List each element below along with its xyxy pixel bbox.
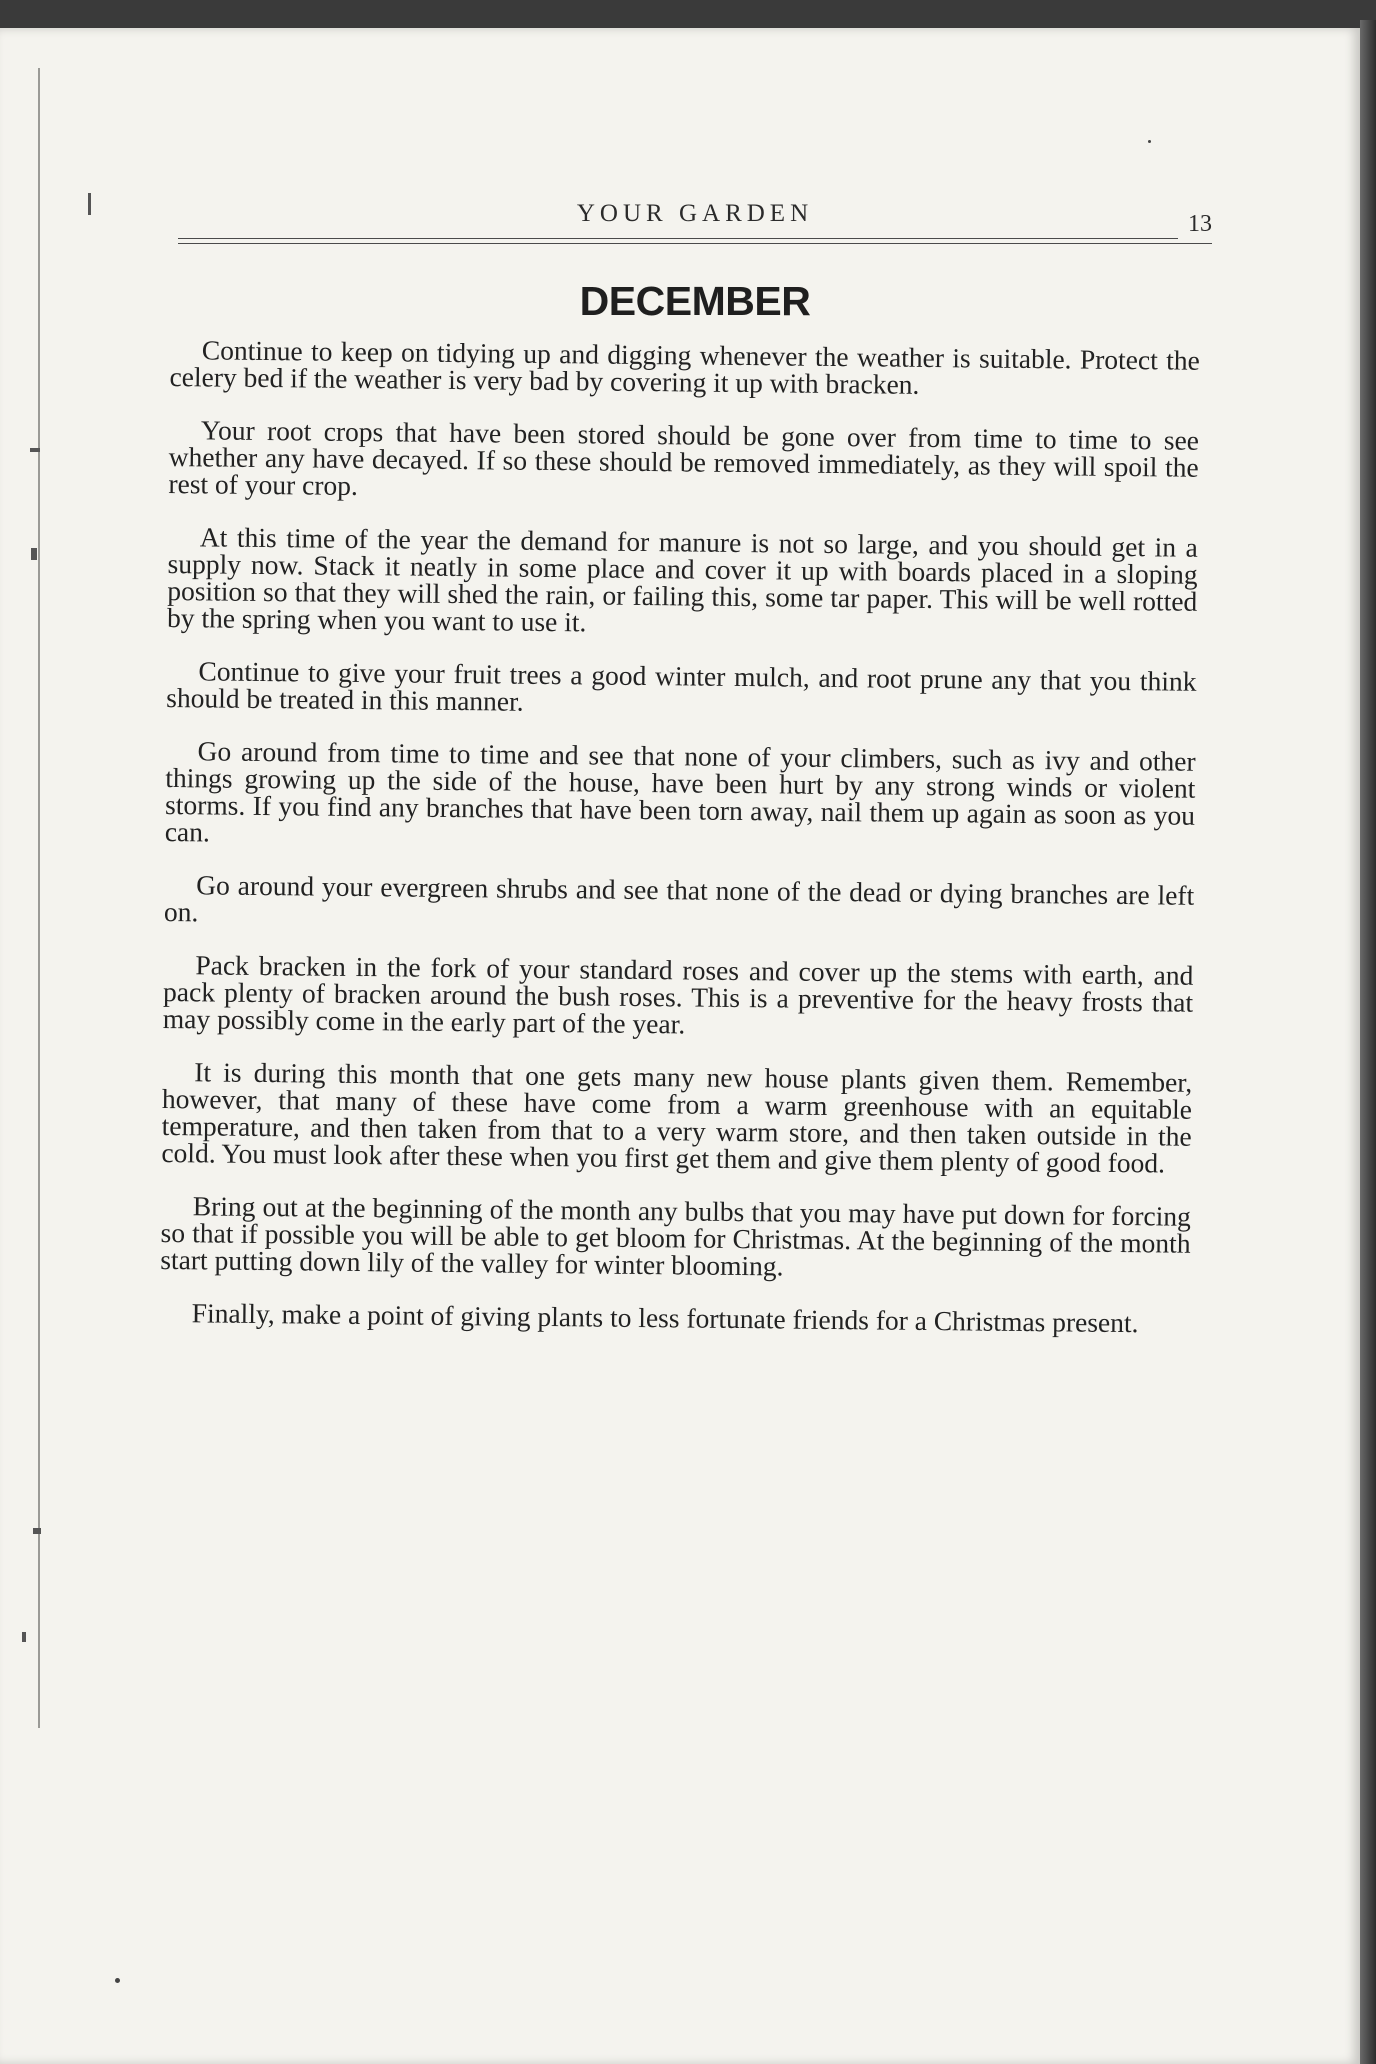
paragraph: Go around from time to time and see that none of your climbers, such as ivy and other things growing up the side of the house, have been hurt by any strong winds or violent storms. If you find any branches that have been torn away, nail them up again as soon as you can. [164, 735, 1196, 848]
paragraph: At this time of the year the demand for manure is not so large, and you should get in a supply now. Stack it neatly in some place and cover it up with boards placed in a sloping position so that they will shed the rain, or failing this, some tar paper. This will be well rotted by the spring when you want to use it. [166, 521, 1199, 638]
speck [1148, 140, 1151, 143]
margin-mark [30, 448, 40, 452]
paragraph: Bring out at the beginning of the month any bulbs that you may have put down for forcing so that if possible you will be able to get bloom for Christmas. At the beginning of the month start putting down lily of the valley for winter blooming. [160, 1190, 1192, 1282]
margin-mark [33, 1528, 41, 1534]
paragraph: Finally, make a point of giving plants to less fortunate friends for a Christmas present. [191, 1297, 1139, 1339]
paragraph: Pack bracken in the fork of your standard roses and cover up the stems with earth, and pack plenty of bracken around the bush roses. This is a preventive for the heavy frosts that may possibly come in the early part of the year. [162, 949, 1194, 1040]
speck [115, 1978, 120, 1983]
header-rule [178, 238, 1178, 239]
chapter-heading: DECEMBER [579, 278, 811, 324]
paragraph: It is during this month that one gets many new house plants given them. Remember, however, that many of these have come from a warm greenhouse with an equitable temperature, and then taken from that to a very warm store, and then taken outside in the cold. You must look after these when you first get them and give them plenty of good food. [161, 1056, 1193, 1179]
page-edge [1360, 20, 1376, 2064]
binding-line [38, 68, 40, 1728]
margin-mark [88, 193, 91, 215]
running-title: YOUR GARDEN [576, 200, 814, 227]
paragraph: Continue to keep on tidying up and digging whenever the weather is suitable. Protect the celery bed if the weather is very bad by covering it up with bracken. [169, 334, 1200, 400]
running-head [178, 193, 1212, 253]
paragraph: Your root crops that have been stored should be gone over from time to time to see whether any have decayed. If so these should be removed immediately, as they will spoil the rest of your crop. [168, 414, 1200, 501]
paragraph: Continue to give your fruit trees a good winter mulch, and root prune any that you think should be treated in this manner. [166, 655, 1197, 717]
header-rule [178, 243, 1212, 244]
page-number: 13 [1188, 211, 1212, 237]
paragraph: Go around your evergreen shrubs and see that none of the dead or dying branches are left on. [163, 869, 1195, 928]
body-text [159, 336, 1200, 1363]
margin-mark [31, 548, 37, 560]
margin-mark [22, 1632, 26, 1642]
book-page [0, 28, 1360, 2064]
